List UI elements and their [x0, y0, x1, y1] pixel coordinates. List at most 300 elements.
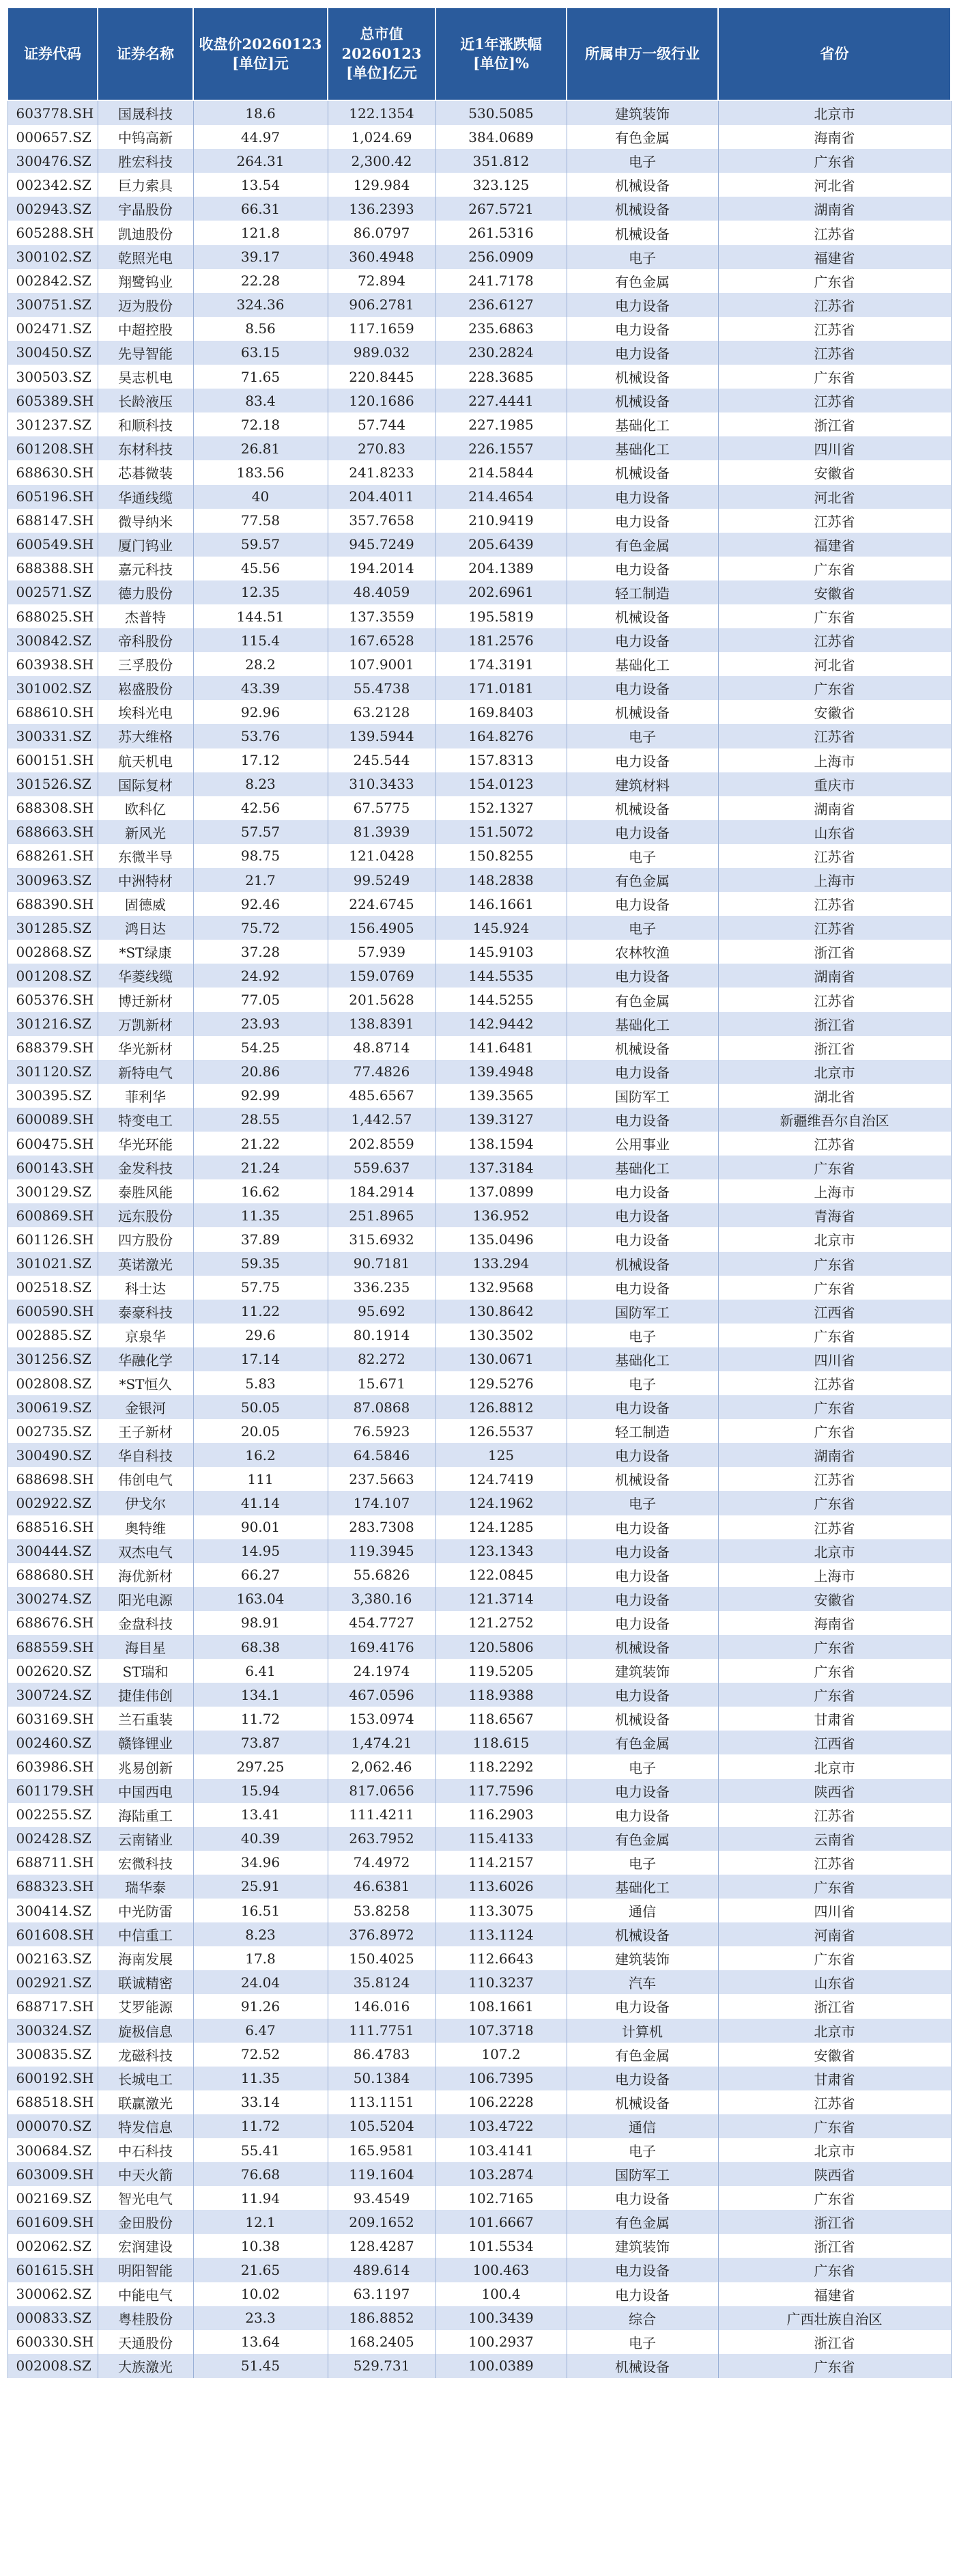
- cell-close-price: 59.57: [193, 533, 328, 557]
- cell-security-code: 603169.SH: [8, 1707, 98, 1731]
- cell-1y-change: 227.1985: [435, 412, 567, 436]
- cell-close-price: 34.96: [193, 1851, 328, 1875]
- cell-close-price: 92.99: [193, 1084, 328, 1108]
- cell-1y-change: 118.9388: [435, 1683, 567, 1707]
- table-row: [8, 748, 951, 772]
- table-row: [8, 724, 951, 748]
- cell-market-cap: 90.7181: [328, 1252, 435, 1276]
- table-row: [8, 652, 951, 676]
- table-row: [8, 1252, 951, 1276]
- cell-close-price: 72.18: [193, 412, 328, 436]
- cell-industry: 基础化工: [567, 412, 718, 436]
- cell-industry: 电子: [567, 1324, 718, 1347]
- header-close-price: 收盘价20260123 [单位]元: [193, 8, 328, 100]
- table-row: [8, 2186, 951, 2210]
- cell-1y-change: 142.9442: [435, 1012, 567, 1036]
- table-row: [8, 1227, 951, 1251]
- cell-market-cap: 48.8714: [328, 1036, 435, 1060]
- table-row: [8, 1012, 951, 1036]
- cell-security-code: 300724.SZ: [8, 1683, 98, 1707]
- table-row: [8, 125, 951, 149]
- cell-province: 广东省: [718, 2186, 951, 2210]
- table-row: [8, 868, 951, 892]
- cell-province: 广东省: [718, 149, 951, 173]
- cell-industry: 有色金属: [567, 868, 718, 892]
- cell-security-code: 301256.SZ: [8, 1347, 98, 1371]
- cell-market-cap: 57.939: [328, 940, 435, 964]
- cell-industry: 有色金属: [567, 988, 718, 1011]
- table-row: [8, 2043, 951, 2067]
- cell-security-name: 华自科技: [98, 1443, 193, 1467]
- cell-security-code: 300274.SZ: [8, 1587, 98, 1611]
- table-row: [8, 1467, 951, 1491]
- cell-1y-change: 124.7419: [435, 1467, 567, 1491]
- cell-security-name: 中国西电: [98, 1779, 193, 1803]
- cell-security-code: 002008.SZ: [8, 2354, 98, 2378]
- table-row: [8, 1851, 951, 1875]
- cell-province: 江苏省: [718, 509, 951, 533]
- table-row: [8, 1371, 951, 1395]
- cell-security-name: 赣锋锂业: [98, 1731, 193, 1754]
- cell-security-name: 翔鹭钨业: [98, 269, 193, 293]
- cell-security-code: 300490.SZ: [8, 1443, 98, 1467]
- cell-security-code: 002428.SZ: [8, 1827, 98, 1851]
- table-row: [8, 197, 951, 221]
- cell-industry: 机械设备: [567, 1036, 718, 1060]
- cell-close-price: 24.92: [193, 964, 328, 988]
- table-row: [8, 916, 951, 940]
- table-row: [8, 796, 951, 820]
- cell-market-cap: 201.5628: [328, 988, 435, 1011]
- cell-industry: 基础化工: [567, 436, 718, 460]
- cell-close-price: 66.31: [193, 197, 328, 221]
- cell-security-code: 002842.SZ: [8, 269, 98, 293]
- cell-industry: 电力设备: [567, 1227, 718, 1251]
- cell-market-cap: 72.894: [328, 269, 435, 293]
- cell-1y-change: 256.0909: [435, 245, 567, 269]
- table-row: [8, 604, 951, 628]
- cell-close-price: 12.1: [193, 2210, 328, 2234]
- cell-security-code: 688147.SH: [8, 509, 98, 533]
- cell-security-code: 600089.SH: [8, 1108, 98, 1132]
- cell-industry: 农林牧渔: [567, 940, 718, 964]
- cell-industry: 机械设备: [567, 1922, 718, 1946]
- cell-security-code: 605389.SH: [8, 389, 98, 412]
- cell-security-code: 688390.SH: [8, 892, 98, 916]
- cell-market-cap: 86.4783: [328, 2043, 435, 2067]
- table-header: [8, 8, 951, 100]
- cell-security-code: 688516.SH: [8, 1515, 98, 1539]
- cell-province: 北京市: [718, 2138, 951, 2162]
- cell-security-code: 301285.SZ: [8, 916, 98, 940]
- cell-industry: 轻工制造: [567, 580, 718, 604]
- cell-province: 安徽省: [718, 2043, 951, 2067]
- cell-1y-change: 108.1661: [435, 1994, 567, 2018]
- table-row: [8, 2138, 951, 2162]
- cell-close-price: 63.15: [193, 341, 328, 365]
- cell-province: 福建省: [718, 2282, 951, 2306]
- table-row: [8, 628, 951, 652]
- cell-close-price: 183.56: [193, 460, 328, 484]
- cell-security-code: 002735.SZ: [8, 1419, 98, 1443]
- cell-province: 广西壮族自治区: [718, 2306, 951, 2330]
- cell-security-name: 宇晶股份: [98, 197, 193, 221]
- cell-close-price: 53.76: [193, 724, 328, 748]
- cell-1y-change: 130.3502: [435, 1324, 567, 1347]
- table-row: [8, 1946, 951, 1970]
- cell-security-code: 601608.SH: [8, 1922, 98, 1946]
- cell-security-code: 002163.SZ: [8, 1946, 98, 1970]
- cell-security-name: 芯碁微装: [98, 460, 193, 484]
- cell-security-code: 603938.SH: [8, 652, 98, 676]
- cell-province: 江苏省: [718, 389, 951, 412]
- cell-province: 福建省: [718, 533, 951, 557]
- cell-security-code: 688323.SH: [8, 1875, 98, 1899]
- cell-market-cap: 224.6745: [328, 892, 435, 916]
- cell-close-price: 21.24: [193, 1156, 328, 1179]
- table-row: [8, 389, 951, 412]
- cell-market-cap: 1,474.21: [328, 1731, 435, 1754]
- cell-security-name: 和顺科技: [98, 412, 193, 436]
- cell-market-cap: 360.4948: [328, 245, 435, 269]
- cell-industry: 电子: [567, 1754, 718, 1778]
- cell-province: 广东省: [718, 1491, 951, 1515]
- cell-close-price: 39.17: [193, 245, 328, 269]
- cell-1y-change: 235.6863: [435, 317, 567, 341]
- cell-security-name: 金田股份: [98, 2210, 193, 2234]
- cell-industry: 电子: [567, 2138, 718, 2162]
- cell-security-name: 中光防雷: [98, 1899, 193, 1922]
- cell-market-cap: 121.0428: [328, 844, 435, 868]
- cell-industry: 机械设备: [567, 365, 718, 389]
- cell-close-price: 11.22: [193, 1300, 328, 1324]
- cell-close-price: 42.56: [193, 796, 328, 820]
- cell-1y-change: 135.0496: [435, 1227, 567, 1251]
- cell-security-code: 688698.SH: [8, 1467, 98, 1491]
- cell-market-cap: 270.83: [328, 436, 435, 460]
- cell-security-name: 新风光: [98, 820, 193, 844]
- cell-market-cap: 137.3559: [328, 604, 435, 628]
- cell-close-price: 92.96: [193, 700, 328, 724]
- cell-close-price: 40.39: [193, 1827, 328, 1851]
- cell-1y-change: 227.4441: [435, 389, 567, 412]
- cell-industry: 电力设备: [567, 2186, 718, 2210]
- table-row: [8, 1731, 951, 1754]
- cell-province: 北京市: [718, 1754, 951, 1778]
- cell-industry: 有色金属: [567, 2043, 718, 2067]
- cell-security-code: 300331.SZ: [8, 724, 98, 748]
- cell-security-code: 601615.SH: [8, 2258, 98, 2282]
- cell-market-cap: 167.6528: [328, 628, 435, 652]
- cell-close-price: 163.04: [193, 1587, 328, 1611]
- table-row: [8, 2019, 951, 2043]
- cell-province: 浙江省: [718, 940, 951, 964]
- cell-industry: 电力设备: [567, 1515, 718, 1539]
- cell-1y-change: 144.5535: [435, 964, 567, 988]
- cell-1y-change: 214.5844: [435, 460, 567, 484]
- cell-security-name: 联赢激光: [98, 2090, 193, 2114]
- table-row: [8, 533, 951, 557]
- cell-1y-change: 137.3184: [435, 1156, 567, 1179]
- cell-close-price: 8.23: [193, 1922, 328, 1946]
- cell-1y-change: 228.3685: [435, 365, 567, 389]
- cell-1y-change: 103.4722: [435, 2114, 567, 2138]
- cell-close-price: 22.28: [193, 269, 328, 293]
- cell-market-cap: 817.0656: [328, 1779, 435, 1803]
- cell-industry: 综合: [567, 2306, 718, 2330]
- cell-security-name: 昊志机电: [98, 365, 193, 389]
- cell-industry: 电力设备: [567, 820, 718, 844]
- cell-1y-change: 351.812: [435, 149, 567, 173]
- cell-security-code: 300963.SZ: [8, 868, 98, 892]
- cell-1y-change: 174.3191: [435, 652, 567, 676]
- cell-security-code: 603009.SH: [8, 2162, 98, 2186]
- cell-security-code: 688680.SH: [8, 1563, 98, 1587]
- cell-industry: 基础化工: [567, 1875, 718, 1899]
- table-row: [8, 1515, 951, 1539]
- table-row: [8, 1779, 951, 1803]
- cell-security-name: 宏润建设: [98, 2234, 193, 2258]
- cell-province: 北京市: [718, 1227, 951, 1251]
- cell-market-cap: 67.5775: [328, 796, 435, 820]
- cell-security-name: 航天机电: [98, 748, 193, 772]
- cell-security-code: 002808.SZ: [8, 1371, 98, 1395]
- cell-market-cap: 117.1659: [328, 317, 435, 341]
- cell-market-cap: 237.5663: [328, 1467, 435, 1491]
- cell-industry: 机械设备: [567, 197, 718, 221]
- cell-security-name: 先导智能: [98, 341, 193, 365]
- cell-1y-change: 121.2752: [435, 1611, 567, 1635]
- cell-1y-change: 130.0671: [435, 1347, 567, 1371]
- cell-close-price: 21.7: [193, 868, 328, 892]
- cell-security-name: 云南锗业: [98, 1827, 193, 1851]
- cell-industry: 电力设备: [567, 964, 718, 988]
- cell-1y-change: 100.0389: [435, 2354, 567, 2378]
- cell-close-price: 16.62: [193, 1179, 328, 1203]
- cell-1y-change: 145.924: [435, 916, 567, 940]
- cell-close-price: 91.26: [193, 1994, 328, 2018]
- cell-security-code: 688717.SH: [8, 1994, 98, 2018]
- cell-security-name: 帝科股份: [98, 628, 193, 652]
- cell-security-code: 605288.SH: [8, 221, 98, 244]
- cell-market-cap: 357.7658: [328, 509, 435, 533]
- table-row: [8, 964, 951, 988]
- cell-security-name: 海陆重工: [98, 1803, 193, 1827]
- cell-market-cap: 111.4211: [328, 1803, 435, 1827]
- cell-security-code: 300751.SZ: [8, 293, 98, 317]
- cell-close-price: 41.14: [193, 1491, 328, 1515]
- cell-industry: 电子: [567, 245, 718, 269]
- cell-security-code: 002062.SZ: [8, 2234, 98, 2258]
- cell-industry: 电力设备: [567, 2067, 718, 2090]
- cell-industry: 基础化工: [567, 1156, 718, 1179]
- cell-security-name: 伟创电气: [98, 1467, 193, 1491]
- cell-province: 广东省: [718, 1395, 951, 1419]
- cell-province: 广东省: [718, 557, 951, 580]
- cell-market-cap: 945.7249: [328, 533, 435, 557]
- cell-province: 江西省: [718, 1731, 951, 1754]
- cell-1y-change: 139.3127: [435, 1108, 567, 1132]
- cell-province: 江苏省: [718, 1132, 951, 1156]
- cell-security-code: 002885.SZ: [8, 1324, 98, 1347]
- header-province: 省份: [718, 8, 951, 100]
- cell-1y-change: 124.1962: [435, 1491, 567, 1515]
- cell-industry: 电子: [567, 149, 718, 173]
- cell-market-cap: 136.2393: [328, 197, 435, 221]
- cell-market-cap: 128.4287: [328, 2234, 435, 2258]
- stock-table-container: [7, 7, 950, 2378]
- cell-security-code: 301526.SZ: [8, 772, 98, 796]
- table-row: [8, 2114, 951, 2138]
- cell-province: 安徽省: [718, 700, 951, 724]
- cell-market-cap: 184.2914: [328, 1179, 435, 1203]
- cell-close-price: 28.2: [193, 652, 328, 676]
- cell-security-name: 迈为股份: [98, 293, 193, 317]
- cell-market-cap: 105.5204: [328, 2114, 435, 2138]
- cell-close-price: 50.05: [193, 1395, 328, 1419]
- table-row: [8, 1419, 951, 1443]
- cell-security-code: 000833.SZ: [8, 2306, 98, 2330]
- cell-market-cap: 489.614: [328, 2258, 435, 2282]
- cell-industry: 基础化工: [567, 652, 718, 676]
- cell-industry: 有色金属: [567, 2210, 718, 2234]
- cell-security-code: 301216.SZ: [8, 1012, 98, 1036]
- cell-province: 河北省: [718, 485, 951, 509]
- cell-industry: 有色金属: [567, 1827, 718, 1851]
- cell-security-name: 东材科技: [98, 436, 193, 460]
- cell-1y-change: 112.6643: [435, 1946, 567, 1970]
- cell-province: 上海市: [718, 1563, 951, 1587]
- table-row: [8, 1563, 951, 1587]
- cell-security-name: 胜宏科技: [98, 149, 193, 173]
- cell-market-cap: 50.1384: [328, 2067, 435, 2090]
- cell-close-price: 18.6: [193, 100, 328, 125]
- table-row: [8, 2330, 951, 2354]
- cell-industry: 电子: [567, 916, 718, 940]
- cell-security-name: 海目星: [98, 1635, 193, 1659]
- cell-security-code: 688559.SH: [8, 1635, 98, 1659]
- cell-security-code: 300684.SZ: [8, 2138, 98, 2162]
- cell-security-code: 300062.SZ: [8, 2282, 98, 2306]
- cell-close-price: 134.1: [193, 1683, 328, 1707]
- table-row: [8, 1754, 951, 1778]
- cell-1y-change: 152.1327: [435, 796, 567, 820]
- cell-market-cap: 129.984: [328, 173, 435, 197]
- cell-market-cap: 81.3939: [328, 820, 435, 844]
- cell-province: 江苏省: [718, 628, 951, 652]
- cell-close-price: 121.8: [193, 221, 328, 244]
- cell-1y-change: 164.8276: [435, 724, 567, 748]
- cell-province: 广东省: [718, 604, 951, 628]
- cell-market-cap: 454.7727: [328, 1611, 435, 1635]
- cell-1y-change: 139.4948: [435, 1060, 567, 1084]
- cell-security-code: 600151.SH: [8, 748, 98, 772]
- cell-security-code: 688676.SH: [8, 1611, 98, 1635]
- table-row: [8, 1659, 951, 1683]
- cell-industry: 电子: [567, 2330, 718, 2354]
- cell-province: 青海省: [718, 1203, 951, 1227]
- cell-market-cap: 174.107: [328, 1491, 435, 1515]
- table-row: [8, 509, 951, 533]
- cell-industry: 电子: [567, 1371, 718, 1395]
- header-security-code: 证券代码: [8, 8, 98, 100]
- cell-industry: 通信: [567, 1899, 718, 1922]
- cell-market-cap: 24.1974: [328, 1659, 435, 1683]
- table-row: [8, 365, 951, 389]
- cell-security-name: 龙磁科技: [98, 2043, 193, 2067]
- cell-industry: 电力设备: [567, 509, 718, 533]
- table-row: [8, 341, 951, 365]
- table-row: [8, 221, 951, 244]
- cell-security-name: 华通线缆: [98, 485, 193, 509]
- cell-1y-change: 107.3718: [435, 2019, 567, 2043]
- cell-1y-change: 261.5316: [435, 221, 567, 244]
- cell-province: 浙江省: [718, 2330, 951, 2354]
- cell-security-code: 603986.SH: [8, 1754, 98, 1778]
- cell-market-cap: 1,442.57: [328, 1108, 435, 1132]
- table-row: [8, 844, 951, 868]
- cell-security-code: 300619.SZ: [8, 1395, 98, 1419]
- cell-security-name: 微导纳米: [98, 509, 193, 533]
- cell-industry: 电力设备: [567, 1994, 718, 2018]
- table-row: [8, 149, 951, 173]
- cell-close-price: 54.25: [193, 1036, 328, 1060]
- cell-close-price: 51.45: [193, 2354, 328, 2378]
- cell-close-price: 144.51: [193, 604, 328, 628]
- cell-province: 福建省: [718, 245, 951, 269]
- cell-market-cap: 220.8445: [328, 365, 435, 389]
- cell-security-name: 菲利华: [98, 1084, 193, 1108]
- cell-security-name: 大族激光: [98, 2354, 193, 2378]
- cell-security-code: 605376.SH: [8, 988, 98, 1011]
- cell-industry: 建筑装饰: [567, 1659, 718, 1683]
- cell-1y-change: 145.9103: [435, 940, 567, 964]
- cell-market-cap: 74.4972: [328, 1851, 435, 1875]
- cell-industry: 国防军工: [567, 1084, 718, 1108]
- cell-market-cap: 138.8391: [328, 1012, 435, 1036]
- cell-security-name: 联诚精密: [98, 1970, 193, 1994]
- cell-close-price: 28.55: [193, 1108, 328, 1132]
- cell-market-cap: 119.1604: [328, 2162, 435, 2186]
- cell-market-cap: 2,062.46: [328, 1754, 435, 1778]
- cell-market-cap: 202.8559: [328, 1132, 435, 1156]
- cell-industry: 机械设备: [567, 796, 718, 820]
- cell-market-cap: 86.0797: [328, 221, 435, 244]
- cell-industry: 机械设备: [567, 1707, 718, 1731]
- cell-close-price: 73.87: [193, 1731, 328, 1754]
- cell-industry: 电力设备: [567, 1108, 718, 1132]
- cell-security-name: 宏微科技: [98, 1851, 193, 1875]
- cell-1y-change: 114.2157: [435, 1851, 567, 1875]
- cell-security-code: 002342.SZ: [8, 173, 98, 197]
- table-row: [8, 2354, 951, 2378]
- cell-province: 江苏省: [718, 892, 951, 916]
- cell-security-name: 苏大维格: [98, 724, 193, 748]
- cell-province: 湖南省: [718, 197, 951, 221]
- cell-province: 江苏省: [718, 293, 951, 317]
- cell-close-price: 83.4: [193, 389, 328, 412]
- cell-industry: 电力设备: [567, 892, 718, 916]
- table-row: [8, 1084, 951, 1108]
- cell-1y-change: 132.9568: [435, 1276, 567, 1300]
- table-row: [8, 1036, 951, 1060]
- table-row: [8, 1491, 951, 1515]
- cell-industry: 电力设备: [567, 1683, 718, 1707]
- cell-security-code: 603778.SH: [8, 100, 98, 125]
- cell-security-name: 艾罗能源: [98, 1994, 193, 2018]
- cell-market-cap: 336.235: [328, 1276, 435, 1300]
- cell-1y-change: 202.6961: [435, 580, 567, 604]
